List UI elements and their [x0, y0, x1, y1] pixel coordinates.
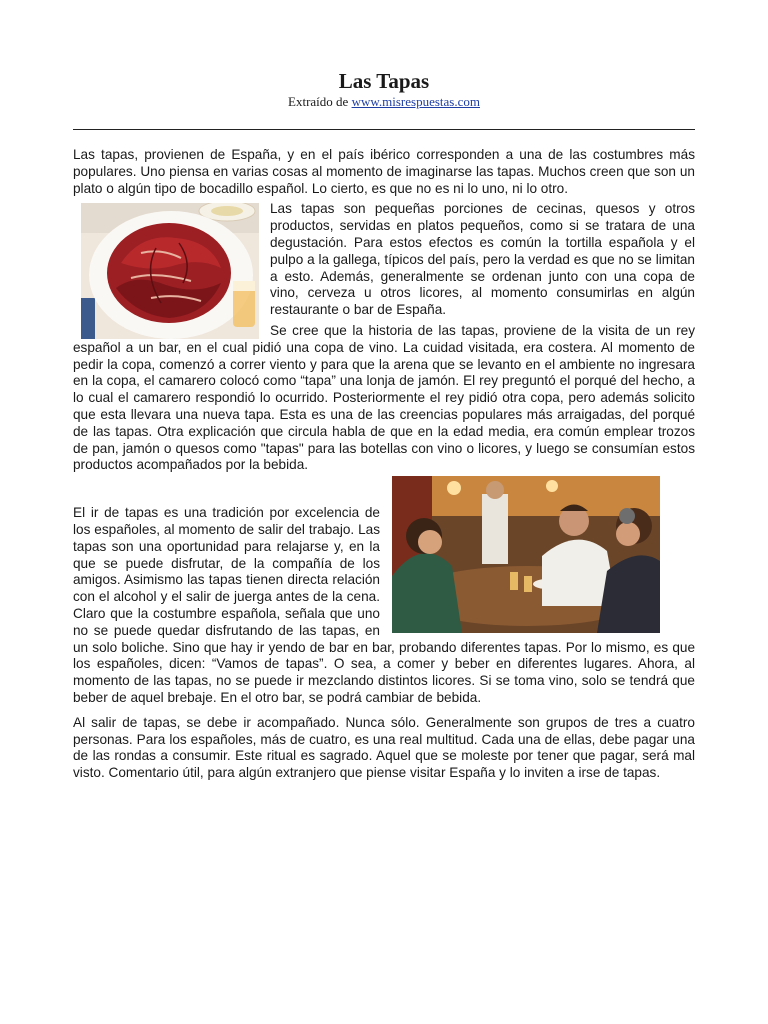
source-link[interactable]: www.misrespuestas.com [351, 94, 480, 109]
header-divider [73, 129, 695, 130]
jamon-plate-image [81, 203, 259, 339]
jamon-plate-icon [81, 203, 259, 339]
bar-scene-image [392, 476, 660, 633]
paragraph-tradition: El ir de tapas es una tradición por excelencia de los españoles, al momento de salir del trabajo. Las tapas son una oportunidad para relajarse y, en la que se puede disfrutar, de la compañía de los amigos. Asimismo las tapas tienen directa relación con el alcohol y el salir de juerga antes de la cena. Claro que la costumbre española, señala que uno no se puede quedar disfrutando de las tapas, en un solo boliche. Sino que hay ir yendo de bar en bar, probando diferentes tapas. Por lo mismo, es que los españoles, dicen: “Vamos de tapas”. O sea, a comer y beber en diferentes lugares. Ahora, al momento de las tapas, no se puede ir mezclando distintos licores. Si se toma vino, solo se tendrá que beber de aquel brebaje. En el otro bar, se podrá cambiar de bebida. [73, 505, 695, 705]
source-prefix: Extraído de [288, 94, 352, 109]
paragraph-intro: Las tapas, provienen de España, y en el país ibérico corresponden a una de las costumbres más populares. Uno piensa en varias cosas al momento de imaginarse las tapas. Muchos creen que son un plato o algún tipo de bocadillo español. Lo cierto, es que no es ni lo uno, ni lo otro. [73, 147, 695, 196]
paragraph-description: Las tapas son pequeñas porciones de cecinas, quesos y otros productos, servidas en platos pequeños, como si se tratara de una degustación. Para estos efectos es común la tortilla española y el pulpo a la gallega, típicos del país, pero la verdad es que no se limitan a esto. Además, generalmente se ordenan junto con una copa de vino, cerveza u otros licores, al momento consumirlas en algún restaurante o bar de España. [270, 201, 695, 318]
document-page [73, 68, 695, 782]
source-line [73, 94, 695, 110]
bar-scene-icon [392, 476, 660, 633]
page-title: Las Tapas [338, 69, 430, 93]
paragraph-rules: Al salir de tapas, se debe ir acompañado. Nunca sólo. Generalmente son grupos de tres a cuatro personas. Para los españoles, más de cuatro, es una real multitud. Cada una de ellas, debe pagar una de las rondas a consumir. Este ritual es sagrado. Aquel que se moleste por tener que pagar, será mal visto. Comentario útil, para algún extranjero que piense visitar España y lo inviten a irse de tapas. [73, 714, 695, 781]
paragraph-history: Se cree que la historia de las tapas, proviene de la visita de un rey español a un bar, en el cual pidió una copa de vino. La cuidad visitada, era costera. Al momento de pedir la copa, comenzó a correr viento y para que la arena que se levanto en el ambiente no ingresara en la copa, el camarero colocó como “tapa” una lonja de jamón. El rey preguntó el porqué del hecho, a lo cual el camarero respondió lo ocurrido. Posteriormente el rey pidió otra copa, pero además solicito que esta llevara una nueva tapa. Esta es una de las creencias populares más arraigadas, del porqué de las tapas. Otra explicación que circula habla de que en la edad media, era común emplear trozos de pan, jamón o quesos como "tapas" para las botellas con vino o licores, y luego se consumían estos productos acompañados por la bebida. [73, 322, 695, 473]
